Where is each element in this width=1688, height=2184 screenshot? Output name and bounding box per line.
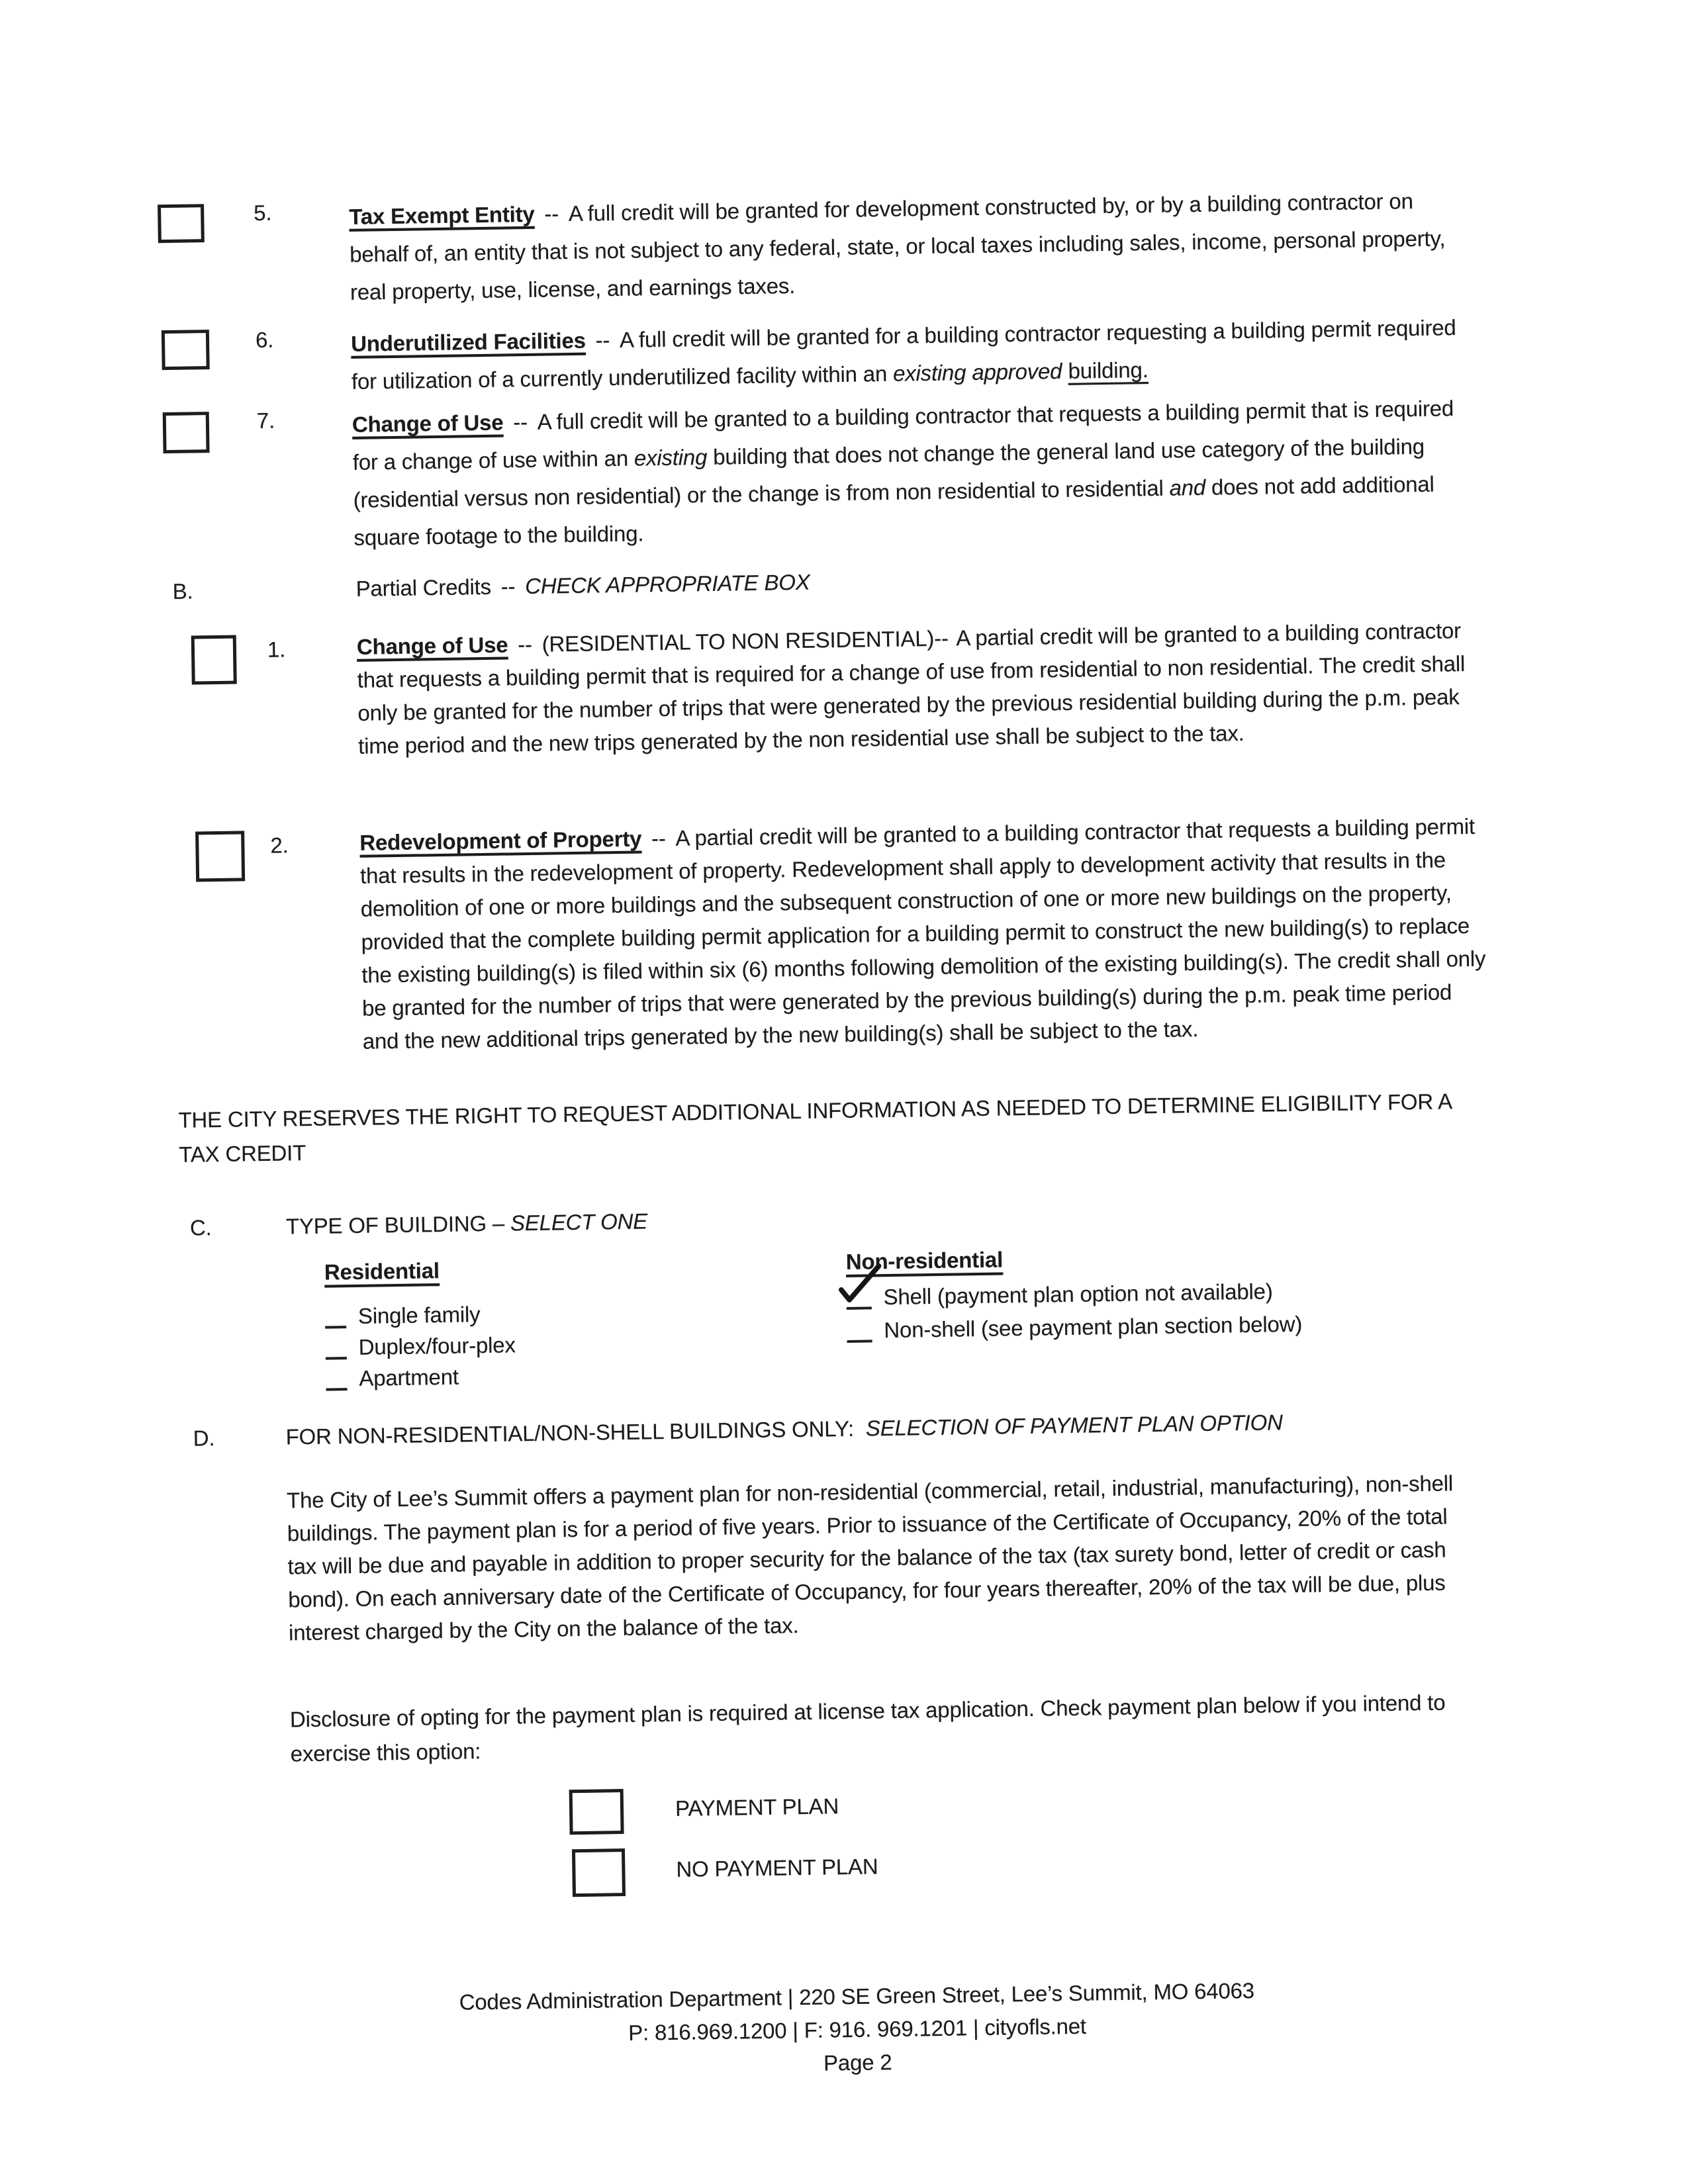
partial-number-2: 2. (270, 833, 289, 858)
non-residential-column (845, 1240, 1508, 1343)
disclosure-paragraph: Disclosure of opting for the payment plan is required at license tax application. Check payment plan below if you intend to exercise this option: (289, 1690, 1446, 1766)
checkbox-payment-plan[interactable] (569, 1789, 624, 1835)
item-sep-5: -- (544, 201, 559, 226)
item-number-7: 7. (256, 408, 275, 433)
option-apartment[interactable] (326, 1361, 459, 1392)
section-d-subtitle: SELECTION OF PAYMENT PLAN OPTION (865, 1410, 1283, 1441)
item-body-6-italic: existing approved (892, 358, 1062, 386)
section-b-note: CHECK APPROPRIATE BOX (524, 569, 810, 599)
partial-text-1 (357, 614, 1484, 763)
item-title-6: Underutilized Facilities (350, 328, 586, 356)
item-body-7-pre: A full credit will be granted to a building contractor that requests a building permit that is required for a change of use within an (352, 396, 1454, 475)
section-b-letter: B. (172, 578, 193, 604)
checkbox-partial-1[interactable] (191, 635, 237, 685)
section-d-heading (4, 1404, 1688, 1451)
section-d-title (285, 1405, 1609, 1450)
footer-contact: P: 816.969.1200 | F: 916. 969.1201 | cityofls.net (628, 2013, 1087, 2045)
credit-item-5 (0, 178, 1674, 304)
item-body-5: A full credit will be granted for development constructed by, or by a building contractor on behalf of, an entity that is not subject to any federal, state, or local taxes including sales, income, personal property, real property, use, license, and earnings taxes. (349, 189, 1446, 304)
item-body-7-italic2: and (1169, 475, 1206, 500)
city-reserves-notice (178, 1081, 1628, 1171)
footer-address: Codes Administration Department | 220 SE Green Street, Lee’s Summit, MO 64063 (459, 1978, 1255, 2015)
item-number-5: 5. (253, 200, 272, 226)
non-shell-label: Non-shell (see payment plan section below) (884, 1311, 1303, 1343)
section-b-label: Partial Credits (355, 574, 492, 601)
section-c-label: TYPE OF BUILDING – (285, 1210, 505, 1239)
duplex-label: Duplex/four-plex (358, 1332, 516, 1359)
credit-item-6 (0, 305, 1676, 394)
checkbox-item-6[interactable] (162, 330, 210, 370)
item-text-6 (351, 308, 1477, 400)
payment-plan-label: PAYMENT PLAN (675, 1794, 839, 1821)
no-payment-plan-label: NO PAYMENT PLAN (676, 1854, 878, 1882)
partial-number-1: 1. (267, 637, 286, 662)
page-footer (13, 1968, 1688, 2092)
partial-sep-1: -- (517, 631, 533, 657)
section-b-title (355, 560, 1481, 602)
partial-title-1: Change of Use (356, 632, 508, 659)
item-body-7-italic: existing (633, 444, 708, 471)
partial-body-2: A partial credit will be granted to a building contractor that requests a building permit that results in the redevelopment of property. Redevelopment shall apply to development activity that results in the demolition of one or more buildings and the subsequent construction of one or more new buildings on the property, provided that the complete building permit application for a building permit to construct the new building(s) to replace the existing building(s) is filed within six (6) months following demolition of the existing building(s). The credit shall only be granted for the number of trips that were generated by the previous building(s) during the p.m. peak time period and the new additional trips generated by the new building(s) shall be subject to the tax. (359, 813, 1486, 1054)
check-mark-icon (838, 1261, 882, 1306)
option-single-family[interactable] (325, 1298, 481, 1329)
option-non-shell[interactable] (847, 1308, 1302, 1343)
checkbox-no-payment-plan[interactable] (572, 1848, 626, 1897)
apartment-label: Apartment (359, 1364, 459, 1390)
non-shell-blank[interactable] (847, 1314, 872, 1343)
section-c-select-one: SELECT ONE (510, 1208, 648, 1236)
partial-credit-item-1 (0, 611, 1680, 758)
checkbox-item-7[interactable] (163, 412, 210, 453)
partial-sep-2: -- (651, 825, 666, 851)
apartment-blank[interactable] (326, 1363, 348, 1390)
section-b-sep: -- (500, 574, 516, 599)
single-family-label: Single family (357, 1302, 481, 1328)
section-d-label: FOR NON-RESIDENTIAL/NON-SHELL BUILDINGS ONLY: (285, 1416, 855, 1449)
section-c-title (286, 1195, 1544, 1239)
partial-title-2: Redevelopment of Property (359, 826, 642, 855)
option-shell[interactable] (846, 1275, 1273, 1310)
item-sep-7: -- (512, 409, 528, 435)
partial-body-1: A partial credit will be granted to a building contractor that requests a building permit that is required for a change of use from residential to non residential. The credit shall only be granted for the number of trips that were generated by the previous residential building during the p.m. peak time period and the new trips generated by the non residential use shall be subject to the tax. (357, 618, 1466, 758)
page-number: Page 2 (823, 2050, 892, 2075)
item-body-7-end: does not add additional square footage to the building. (353, 471, 1434, 550)
section-d-letter: D. (193, 1426, 215, 1451)
partial-text-2 (359, 810, 1488, 1058)
non-residential-header: Non-residential (845, 1247, 1004, 1274)
shell-label: Shell (payment plan option not available) (883, 1279, 1273, 1310)
partial-credit-item-2 (0, 807, 1683, 1054)
notice-line-2: TAX CREDIT (179, 1140, 306, 1167)
partial-qualifier-1: (RESIDENTIAL TO NON RESIDENTIAL)-- (541, 625, 949, 657)
section-b-heading (0, 557, 1679, 604)
item-title-5: Tax Exempt Entity (349, 201, 535, 229)
section-c-letter: C. (189, 1215, 212, 1240)
payment-plan-option-row (10, 1773, 1688, 1821)
checkbox-item-5[interactable] (158, 204, 205, 243)
single-family-blank[interactable] (325, 1300, 347, 1328)
notice-line-1: THE CITY RESERVES THE RIGHT TO REQUEST ADDITIONAL INFORMATION AS NEEDED TO DETERMINE ELIGIBILITY FOR A (178, 1089, 1453, 1132)
item-title-7: Change of Use (352, 410, 504, 437)
payment-plan-paragraph: The City of Lee’s Summit offers a payment plan for non-residential (commercial, retail, industrial, manufacturing), non-shell buildings. The payment plan is for a period of five years. Prior to issuance of the Certificate of Occupancy, 20% of the total tax will be due and payable in addition to proper security for the balance of the tax (tax surety bond, letter of credit or cash bond). On each anniversary date of the Certificate of Occupancy, for four years thereafter, 20% of the tax will be due, plus interest charged by the City on the balance of the tax. (286, 1471, 1454, 1645)
checkbox-partial-2[interactable] (195, 831, 245, 882)
item-text-7 (352, 389, 1479, 557)
item-body-6-underlined: building. (1068, 357, 1149, 383)
residential-header: Residential (324, 1258, 440, 1285)
section-c-heading (1, 1193, 1688, 1240)
no-payment-plan-option-row (11, 1833, 1688, 1882)
item-text-5 (349, 181, 1476, 311)
item-number-6: 6. (255, 327, 274, 353)
residential-column (324, 1253, 788, 1390)
duplex-blank[interactable] (325, 1332, 347, 1359)
item-sep-6: -- (595, 328, 610, 353)
item-body-7-mid: building that does not change the general land use category of the building (residential versus non residential) or the change is from non residential to residential (353, 433, 1425, 512)
option-duplex-four-plex[interactable] (325, 1329, 516, 1360)
item-body-6-pre: A full credit will be granted for a building contractor requesting a building permit required for utilization of a currently underutilized facility within an (351, 315, 1456, 394)
